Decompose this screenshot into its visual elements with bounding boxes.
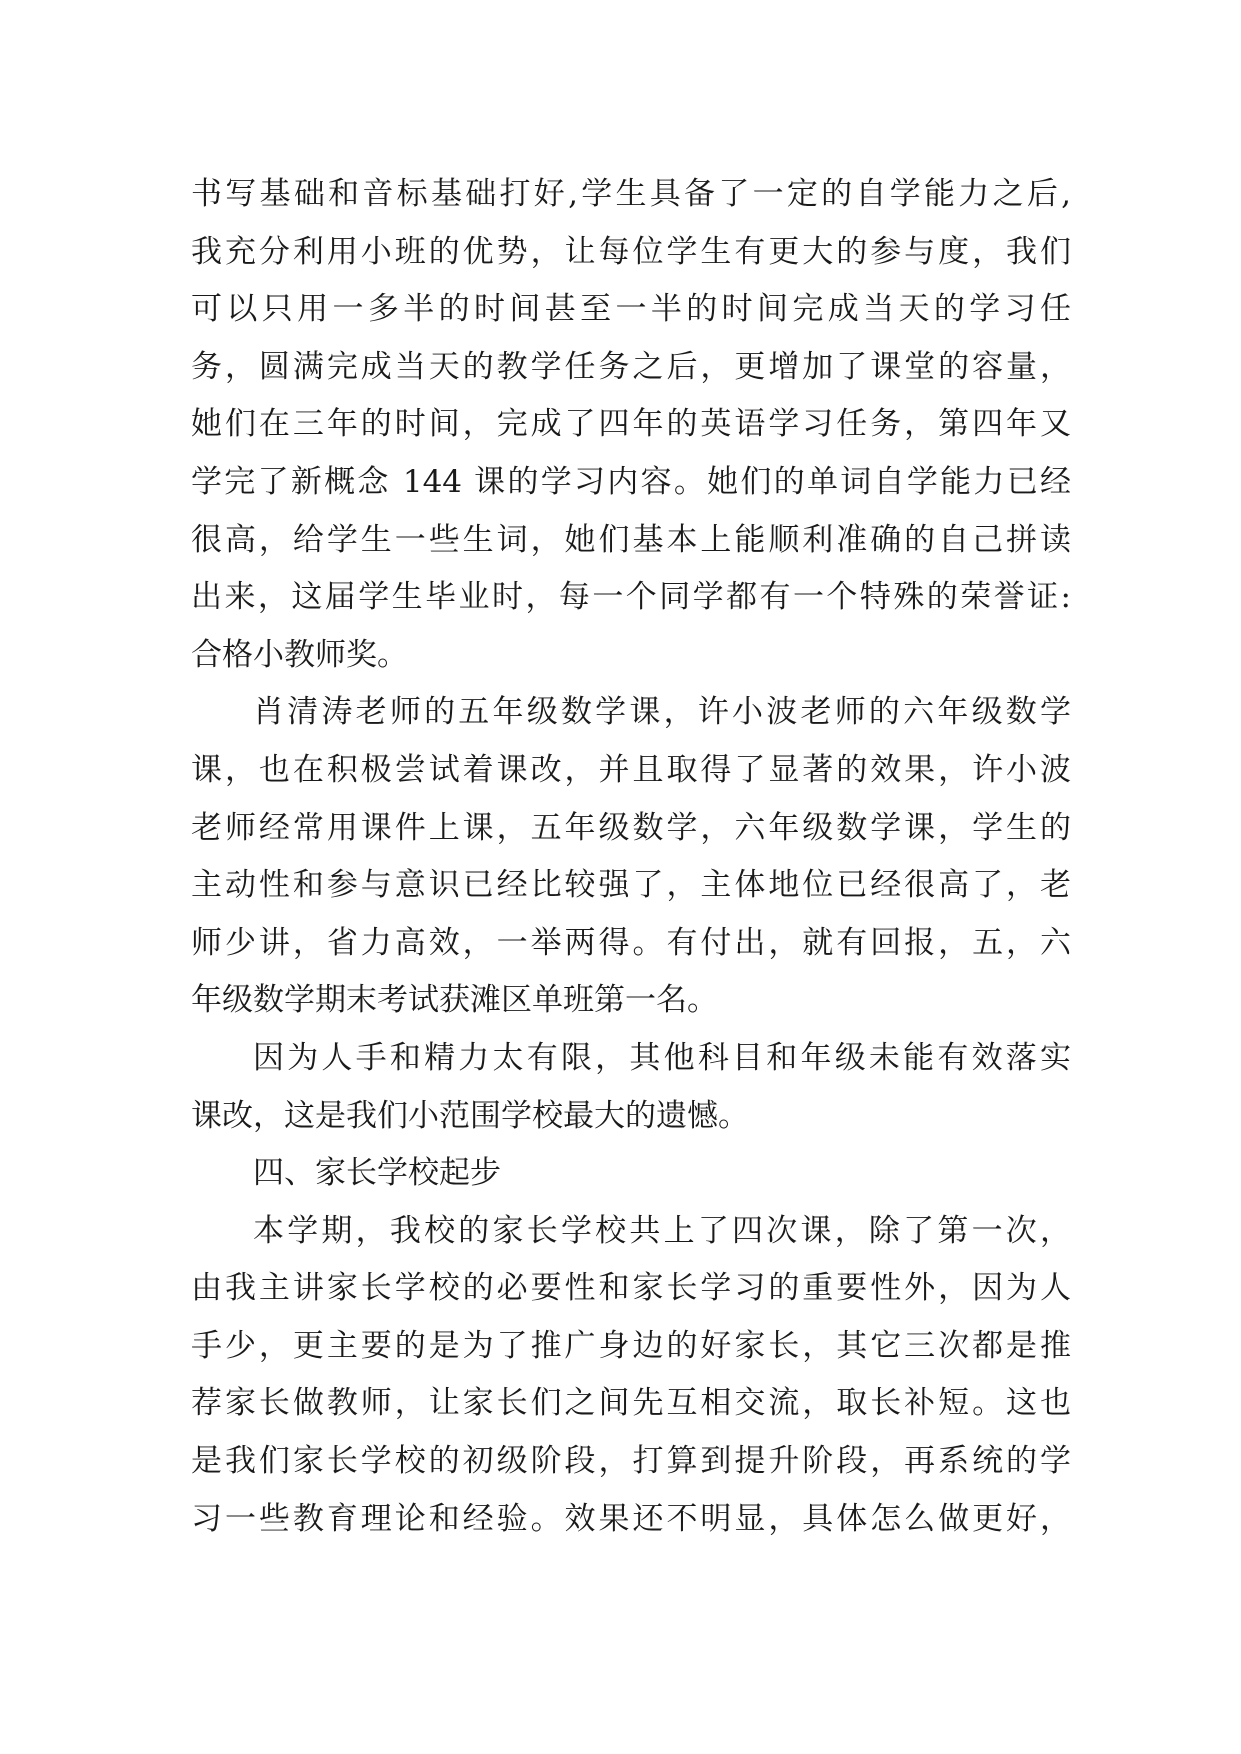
text-line: 老师经常用课件上课，五年级数学，六年级数学课，学生的 [191,809,1071,846]
text-line: 学完了新概念 144 课的学习内容。她们的单词自学能力已经 [191,463,1071,500]
text-line: 课改，这是我们小范围学校最大的遗憾。 [191,1097,749,1134]
text-line: 书写基础和音标基础打好,学生具备了一定的自学能力之后, [191,176,1071,212]
text-line: 出来，这届学生毕业时，每一个同学都有一个特殊的荣誉证: [191,579,1071,616]
text-line: 合格小教师奖。 [191,636,408,673]
text-line: 很高，给学生一些生词，她们基本上能顺利准确的自己拼读 [191,521,1071,558]
text-line: 习一些教育理论和经验。效果还不明显，具体怎么做更好， [191,1500,1071,1537]
body-text [191,166,1071,1548]
text-line: 我充分利用小班的优势，让每位学生有更大的参与度，我们 [191,233,1071,270]
text-line: 师少讲，省力高效，一举两得。有付出，就有回报，五，六 [191,924,1071,961]
text-line: 是我们家长学校的初级阶段，打算到提升阶段，再系统的学 [191,1443,1071,1480]
text-line: 课，也在积极尝试着课改，并且取得了显著的效果，许小波 [191,751,1071,788]
text-line: 四、家长学校起步 [253,1155,501,1192]
text-line: 主动性和参与意识已经比较强了，主体地位已经很高了，老 [191,867,1071,904]
text-line: 年级数学期末考试获滩区单班第一名。 [191,982,718,1019]
text-line: 因为人手和精力太有限，其他科目和年级未能有效落实 [253,1039,1071,1076]
text-line: 本学期，我校的家长学校共上了四次课，除了第一次， [253,1212,1071,1249]
text-line: 肖清涛老师的五年级数学课，许小波老师的六年级数学 [253,694,1071,731]
text-line: 可以只用一多半的时间甚至一半的时间完成当天的学习任 [191,291,1071,328]
text-line: 手少，更主要的是为了推广身边的好家长，其它三次都是推 [191,1327,1071,1364]
text-line: 她们在三年的时间，完成了四年的英语学习任务，第四年又 [191,406,1071,443]
text-line: 务，圆满完成当天的教学任务之后，更增加了课堂的容量， [191,348,1071,385]
text-line: 荐家长做教师，让家长们之间先互相交流，取长补短。这也 [191,1385,1071,1422]
text-line: 由我主讲家长学校的必要性和家长学习的重要性外，因为人 [191,1270,1071,1307]
